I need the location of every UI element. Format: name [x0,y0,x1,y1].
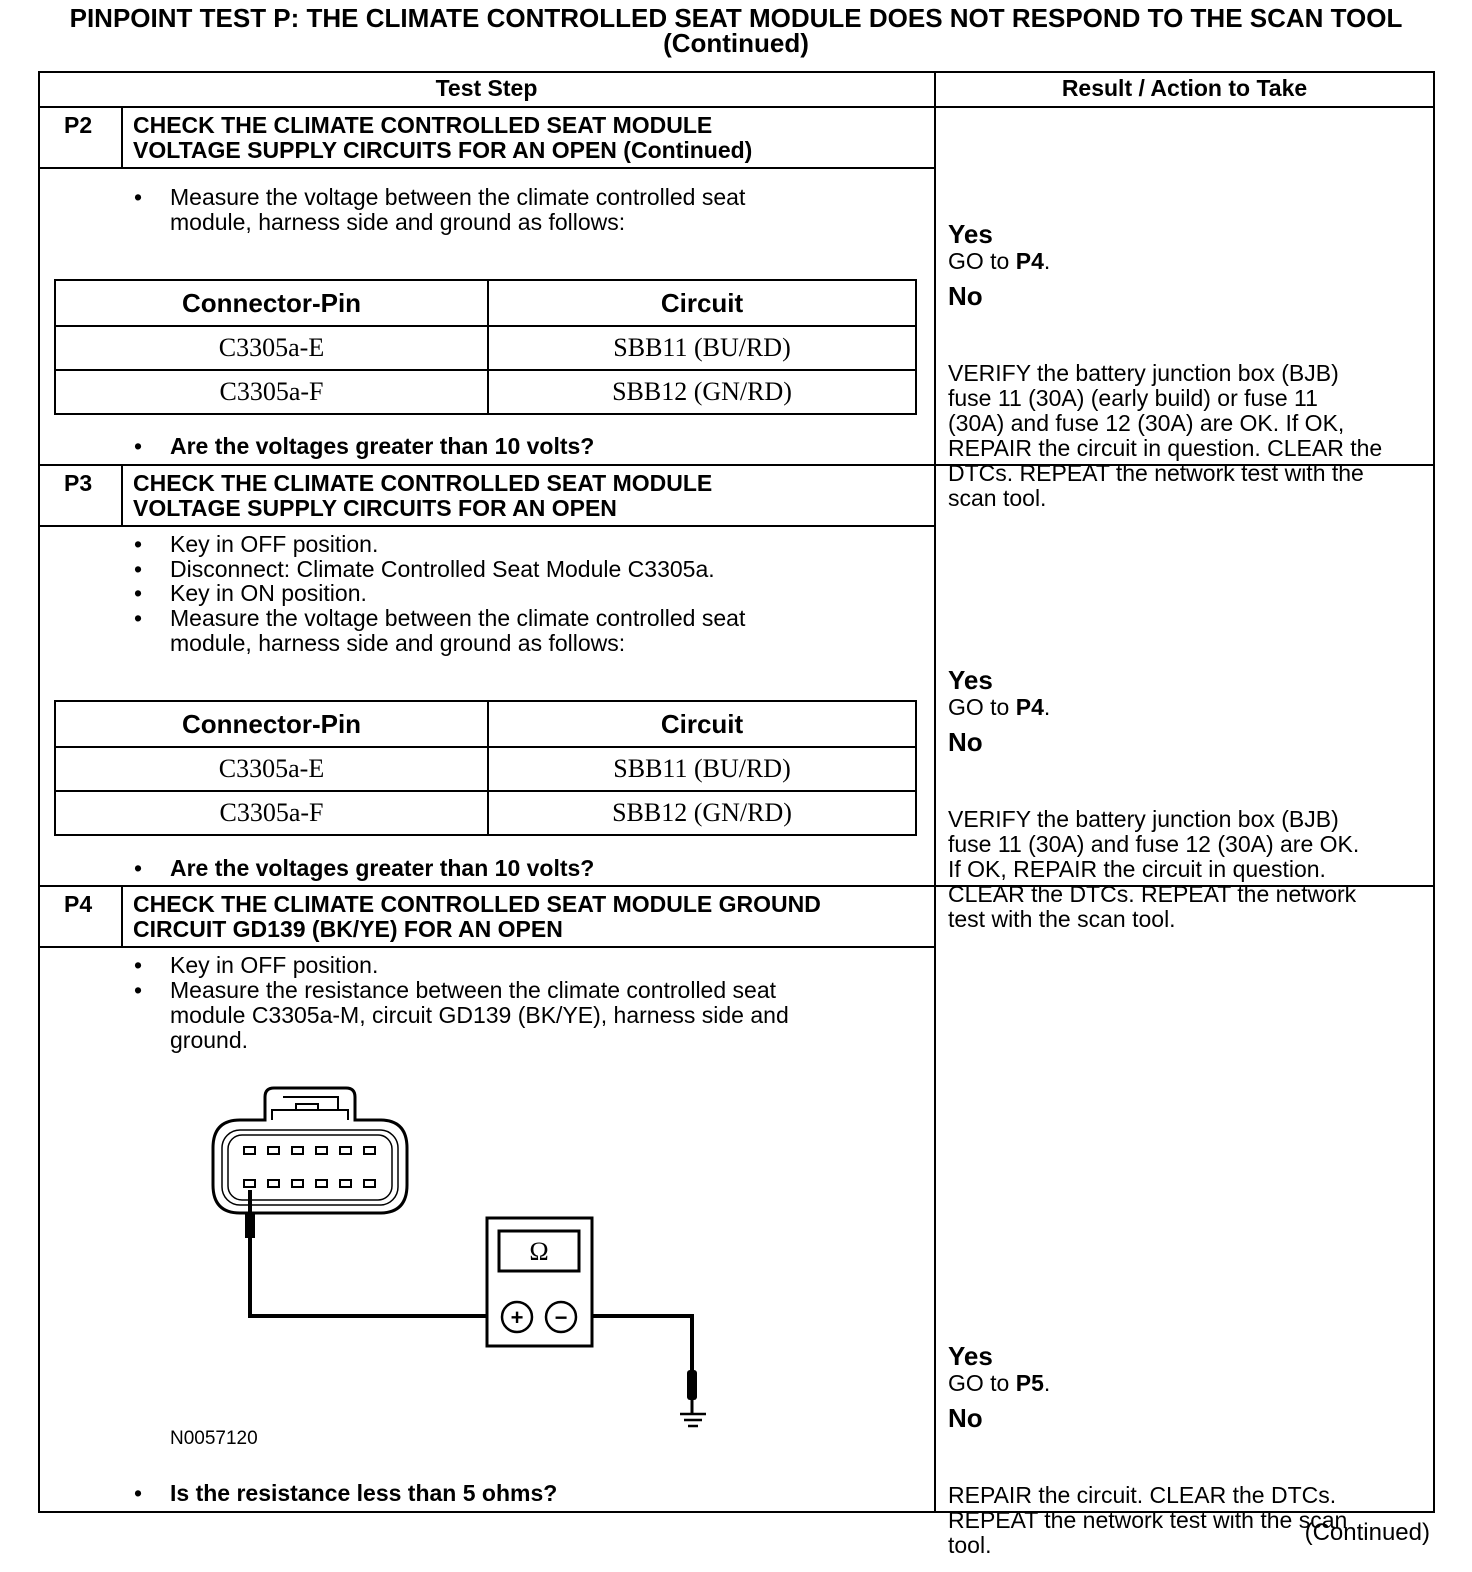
header-result: Result / Action to Take [1061,75,1308,101]
no-action-line: (30A) and fuse 12 (30A) are OK. If OK, [948,410,1345,436]
no-action-line: REPAIR the circuit. CLEAR the DTCs. [948,1482,1337,1508]
question: Are the voltages greater than 10 volts? [170,855,595,881]
step-id: P3 [64,470,93,496]
yes-target-link[interactable]: P5 [1015,1370,1044,1396]
no-action-line: test with the scan tool. [948,906,1176,932]
no-action-line: VERIFY the battery junction box (BJB) [948,806,1339,832]
instruction: Disconnect: Climate Controlled Seat Module C3305a. [170,556,715,582]
step-heading: VOLTAGE SUPPLY CIRCUITS FOR AN OPEN (Continued) [133,137,753,163]
pin-icon [316,1147,327,1154]
instruction: module, harness side and ground as follows: [170,209,626,235]
pin-icon [364,1180,375,1187]
header-test-step: Test Step [435,75,538,101]
no-action-line: If OK, REPAIR the circuit in question. [948,856,1326,882]
yes-label: Yes [948,1341,993,1371]
yes-label: Yes [948,219,993,249]
yes-target-link[interactable]: P4 [1015,694,1044,720]
test-lead-wires [250,1190,692,1413]
result-no [948,1403,1347,1558]
circuit-cell: SBB12 (GN/RD) [612,377,792,406]
pin-icon [244,1147,255,1154]
circuit-cell: SBB11 (BU/RD) [613,333,791,362]
instruction: ground. [170,1027,249,1053]
step-id: P4 [64,891,93,917]
no-action-line: scan tool. [948,485,1047,511]
no-action-line: fuse 11 (30A) (early build) or fuse 11 [948,385,1318,411]
instruction: Key in OFF position. [170,531,379,557]
bullet: • [134,977,143,1003]
instruction: module C3305a-M, circuit GD139 (BK/YE), harness side and [170,1002,789,1028]
no-label: No [948,727,983,757]
no-action-line: CLEAR the DTCs. REPEAT the network [948,881,1357,907]
col-header: Connector-Pin [56,281,489,325]
plus-symbol: + [510,1305,524,1330]
no-action-line: DTCs. REPEAT the network test with the [948,460,1364,486]
yes-action: GO to [948,1370,1016,1396]
col-header: Circuit [660,708,744,739]
connector-pins [244,1147,375,1187]
step-heading: CHECK THE CLIMATE CONTROLLED SEAT MODULE [133,112,713,138]
pin-icon [268,1147,279,1154]
yes-action: GO to [948,248,1016,274]
no-action-line: REPEAT the network test with the scan [948,1507,1348,1533]
col-header: Circuit [660,287,744,318]
pin-cell: C3305a-F [56,792,489,834]
figure-id: N0057120 [170,1428,258,1449]
pin-icon [244,1180,255,1187]
bullet: • [134,531,143,557]
bullet: • [134,433,143,459]
ground-icon [680,1414,706,1426]
step-id: P2 [64,112,93,138]
ohm-symbol: Ω [529,1237,549,1266]
pin-icon [364,1147,375,1154]
pin-icon [292,1147,303,1154]
circuit-cell: SBB11 (BU/RD) [613,754,791,783]
bullet: • [134,952,143,978]
circuit-cell: SBB12 (GN/RD) [612,798,792,827]
instruction: Key in ON position. [170,580,367,606]
step-heading: CHECK THE CLIMATE CONTROLLED SEAT MODULE [133,470,713,496]
bullet: • [134,605,143,631]
yes-label: Yes [948,665,993,695]
pin-icon [340,1147,351,1154]
no-action-line: tool. [948,1532,992,1558]
probe-tip-icon [245,1213,255,1238]
yes-action: GO to [948,694,1016,720]
bullet: • [134,1480,143,1506]
punct: . [1043,694,1051,720]
no-action-line: fuse 11 (30A) and fuse 12 (30A) are OK. [948,831,1360,857]
instruction: Measure the voltage between the climate controlled seat [170,184,746,210]
result-yes [948,1341,1050,1396]
ohmmeter-icon [487,1218,592,1346]
step-heading: CHECK THE CLIMATE CONTROLLED SEAT MODULE GROUND [133,891,821,917]
page-title: PINPOINT TEST P: THE CLIMATE CONTROLLED SEAT MODULE DOES NOT RESPOND TO THE SCAN TOOL (Continued) [69,3,1403,58]
pin-cell: C3305a-E [56,748,489,790]
continued-footer: (Continued) [1304,1519,1430,1546]
no-label: No [948,281,983,311]
question: Is the resistance less than 5 ohms? [170,1480,558,1506]
punct: . [1043,1370,1051,1396]
instruction: module, harness side and ground as follows: [170,630,626,656]
minus-symbol: − [554,1305,568,1330]
pin-icon [292,1180,303,1187]
step-heading: CIRCUIT GD139 (BK/YE) FOR AN OPEN [133,916,563,942]
pin-cell: C3305a-E [56,327,489,369]
pin-icon [316,1180,327,1187]
no-action-line: VERIFY the battery junction box (BJB) [948,360,1339,386]
bullet: • [134,855,143,881]
question: Are the voltages greater than 10 volts? [170,433,595,459]
pin-icon [268,1180,279,1187]
instruction: Key in OFF position. [170,952,379,978]
bullet: • [134,184,143,210]
instruction: Measure the resistance between the climate controlled seat [170,977,776,1003]
bullet: • [134,556,143,582]
col-header: Connector-Pin [56,702,489,746]
pin-icon [340,1180,351,1187]
no-action-line: REPAIR the circuit in question. CLEAR the [948,435,1383,461]
step-heading: VOLTAGE SUPPLY CIRCUITS FOR AN OPEN [133,495,617,521]
pin-cell: C3305a-F [56,371,489,413]
probe-tip-icon [687,1370,697,1400]
instruction: Measure the voltage between the climate controlled seat [170,605,746,631]
no-label: No [948,1403,983,1433]
bullet: • [134,580,143,606]
punct: . [1043,248,1051,274]
yes-target-link[interactable]: P4 [1015,248,1044,274]
connector-icon [213,1088,407,1213]
